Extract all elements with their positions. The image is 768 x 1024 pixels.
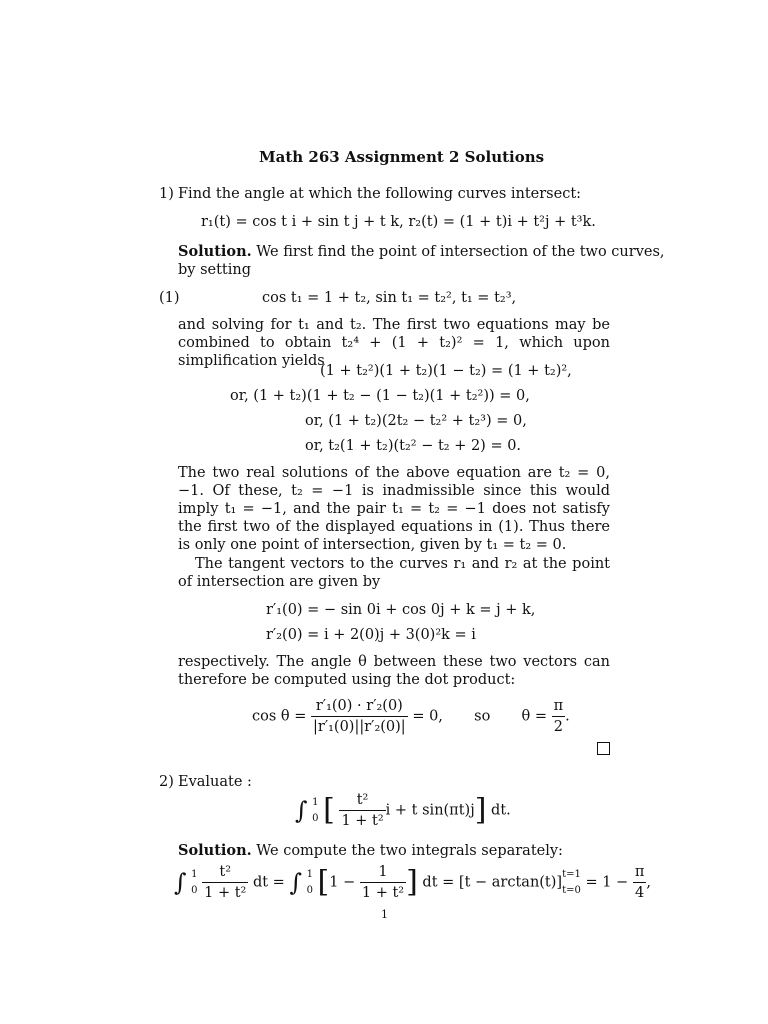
tangent-equation-2: r′₂(0) = i + 2(0)j + 3(0)²k = i bbox=[266, 627, 476, 643]
solution-label: Solution. bbox=[178, 243, 252, 260]
integrand-rest: i + t sin(πt)j bbox=[385, 802, 475, 819]
integral-dt: dt. bbox=[491, 802, 511, 819]
paragraph-solutions: The two real solutions of the above equation are t₂ = 0, −1. Of these, t₂ = −1 is inadmissible since this would imply t₁ = −1, and the pair t₁ = t₂ = −1 does not satisfy the first two of the displayed equations in (1). Thus there is only one point of intersection, given by t₁ = t₂ = 0. bbox=[178, 465, 610, 553]
paragraph-combined: and solving for t₁ and t₂. The first two equations may be combined to obtain t₂⁴ + (1 + t₂)² = 1, which upon simplification yields bbox=[178, 317, 610, 369]
eval-upper: t=1 bbox=[562, 868, 581, 880]
chain-line-1: (1 + t₂²)(1 + t₂)(1 − t₂) = (1 + t₂)², bbox=[320, 363, 572, 379]
solution-1-text: We first find the point of intersection of the two curves, bbox=[251, 244, 665, 260]
evaluation-bracket: [t − arctan(t)] bbox=[458, 874, 563, 891]
limits-b bbox=[307, 867, 313, 899]
right-bracket-b: ] bbox=[406, 864, 418, 900]
solution-1-line1 bbox=[178, 243, 665, 261]
limits-a bbox=[191, 867, 197, 899]
integral-sign-a: ∫ bbox=[174, 868, 187, 897]
integral-expression bbox=[295, 790, 511, 831]
one-minus: 1 − bbox=[329, 874, 356, 891]
chain-line-4: or, t₂(1 + t₂)(t₂² − t₂ + 2) = 0. bbox=[305, 438, 522, 454]
page-title: Math 263 Assignment 2 Solutions bbox=[259, 148, 545, 166]
numerator-b: 1 bbox=[360, 862, 406, 883]
cos-lhs: cos θ = bbox=[252, 708, 307, 725]
integral-sign-b: ∫ bbox=[289, 868, 302, 897]
pi-over-two bbox=[552, 696, 566, 737]
upper-b: 1 bbox=[306, 868, 313, 880]
denominator-b: 1 + t² bbox=[361, 885, 405, 901]
antiderivative: t − arctan(t) bbox=[464, 874, 557, 891]
problem-1-number: 1) bbox=[159, 186, 174, 202]
so-word: so bbox=[474, 708, 491, 725]
result-prefix: = 1 − bbox=[585, 874, 629, 891]
problem-1-statement: Find the angle at which the following curves intersect: bbox=[178, 186, 582, 202]
solution-2-line bbox=[178, 842, 563, 860]
four-denominator: 4 bbox=[634, 885, 645, 901]
integrand-denominator: 1 + t² bbox=[341, 813, 384, 829]
numerator-a: t² bbox=[202, 862, 248, 883]
equation-1: cos t₁ = 1 + t₂, sin t₁ = t₂², t₁ = t₂³, bbox=[262, 290, 517, 306]
tangent-equation-1: r′₁(0) = − sin 0i + cos 0j + k = j + k, bbox=[266, 602, 536, 618]
left-bracket: [ bbox=[323, 792, 335, 828]
integral-limits bbox=[312, 795, 318, 827]
cos-numerator: r′₁(0) · r′₂(0) bbox=[311, 696, 408, 717]
integral-upper: 1 bbox=[312, 796, 319, 808]
qed-box bbox=[597, 742, 610, 755]
left-bracket-b: [ bbox=[317, 864, 330, 900]
cos-fraction bbox=[311, 696, 408, 737]
two-denominator: 2 bbox=[553, 719, 563, 735]
upper-a: 1 bbox=[191, 868, 198, 880]
equation-tag-1: (1) bbox=[159, 290, 180, 306]
pi-numerator: π bbox=[552, 696, 566, 717]
problem-2-number: 2) bbox=[159, 774, 174, 790]
cos-rhs: = 0, bbox=[412, 708, 443, 725]
solution-2-text: We compute the two integrals separately: bbox=[251, 843, 563, 859]
theta-period: . bbox=[565, 708, 570, 725]
evaluation-limits bbox=[562, 867, 581, 899]
pi-numerator-2: π bbox=[633, 862, 647, 883]
paragraph-tangent: The tangent vectors to the curves r₁ and r₂ at the point of intersection are given by bbox=[178, 556, 610, 590]
lower-b: 0 bbox=[306, 884, 313, 896]
right-bracket: ] bbox=[474, 792, 487, 828]
theta-lhs: θ = bbox=[521, 708, 548, 725]
final-comma: , bbox=[646, 874, 651, 891]
dt-b: dt = bbox=[422, 874, 455, 891]
chain-line-3: or, (1 + t₂)(2t₂ − t₂² + t₂³) = 0, bbox=[305, 413, 527, 429]
integral-lower: 0 bbox=[312, 812, 319, 824]
solution-2-label: Solution. bbox=[178, 842, 252, 859]
final-integral-equation bbox=[174, 862, 651, 903]
fraction-a bbox=[202, 862, 248, 903]
integral-sign: ∫ bbox=[295, 796, 308, 825]
chain-line-2: or, (1 + t₂)(1 + t₂ − (1 − t₂)(1 + t₂²)) = 0, bbox=[230, 388, 530, 404]
paragraph-angle: respectively. The angle θ between these two vectors can therefore be computed using the dot product: bbox=[178, 654, 610, 688]
integrand-numerator: t² bbox=[339, 790, 385, 811]
denominator-a: 1 + t² bbox=[204, 885, 247, 901]
problem-2-statement: Evaluate : bbox=[178, 774, 252, 790]
curves-equation: r₁(t) = cos t i + sin t j + t k, r₂(t) = (1 + t)i + t²j + t³k. bbox=[201, 214, 596, 230]
pi-over-four bbox=[633, 862, 647, 903]
lower-a: 0 bbox=[191, 884, 198, 896]
dt-a: dt = bbox=[252, 874, 285, 891]
eval-lower: t=0 bbox=[562, 884, 581, 896]
page-number: 1 bbox=[381, 908, 388, 921]
fraction-b bbox=[360, 862, 406, 903]
integrand-fraction bbox=[339, 790, 385, 831]
cos-denominator: |r′₁(0)||r′₂(0)| bbox=[313, 719, 406, 735]
cos-theta-equation bbox=[252, 696, 570, 737]
solution-1-line2: by setting bbox=[178, 262, 252, 278]
